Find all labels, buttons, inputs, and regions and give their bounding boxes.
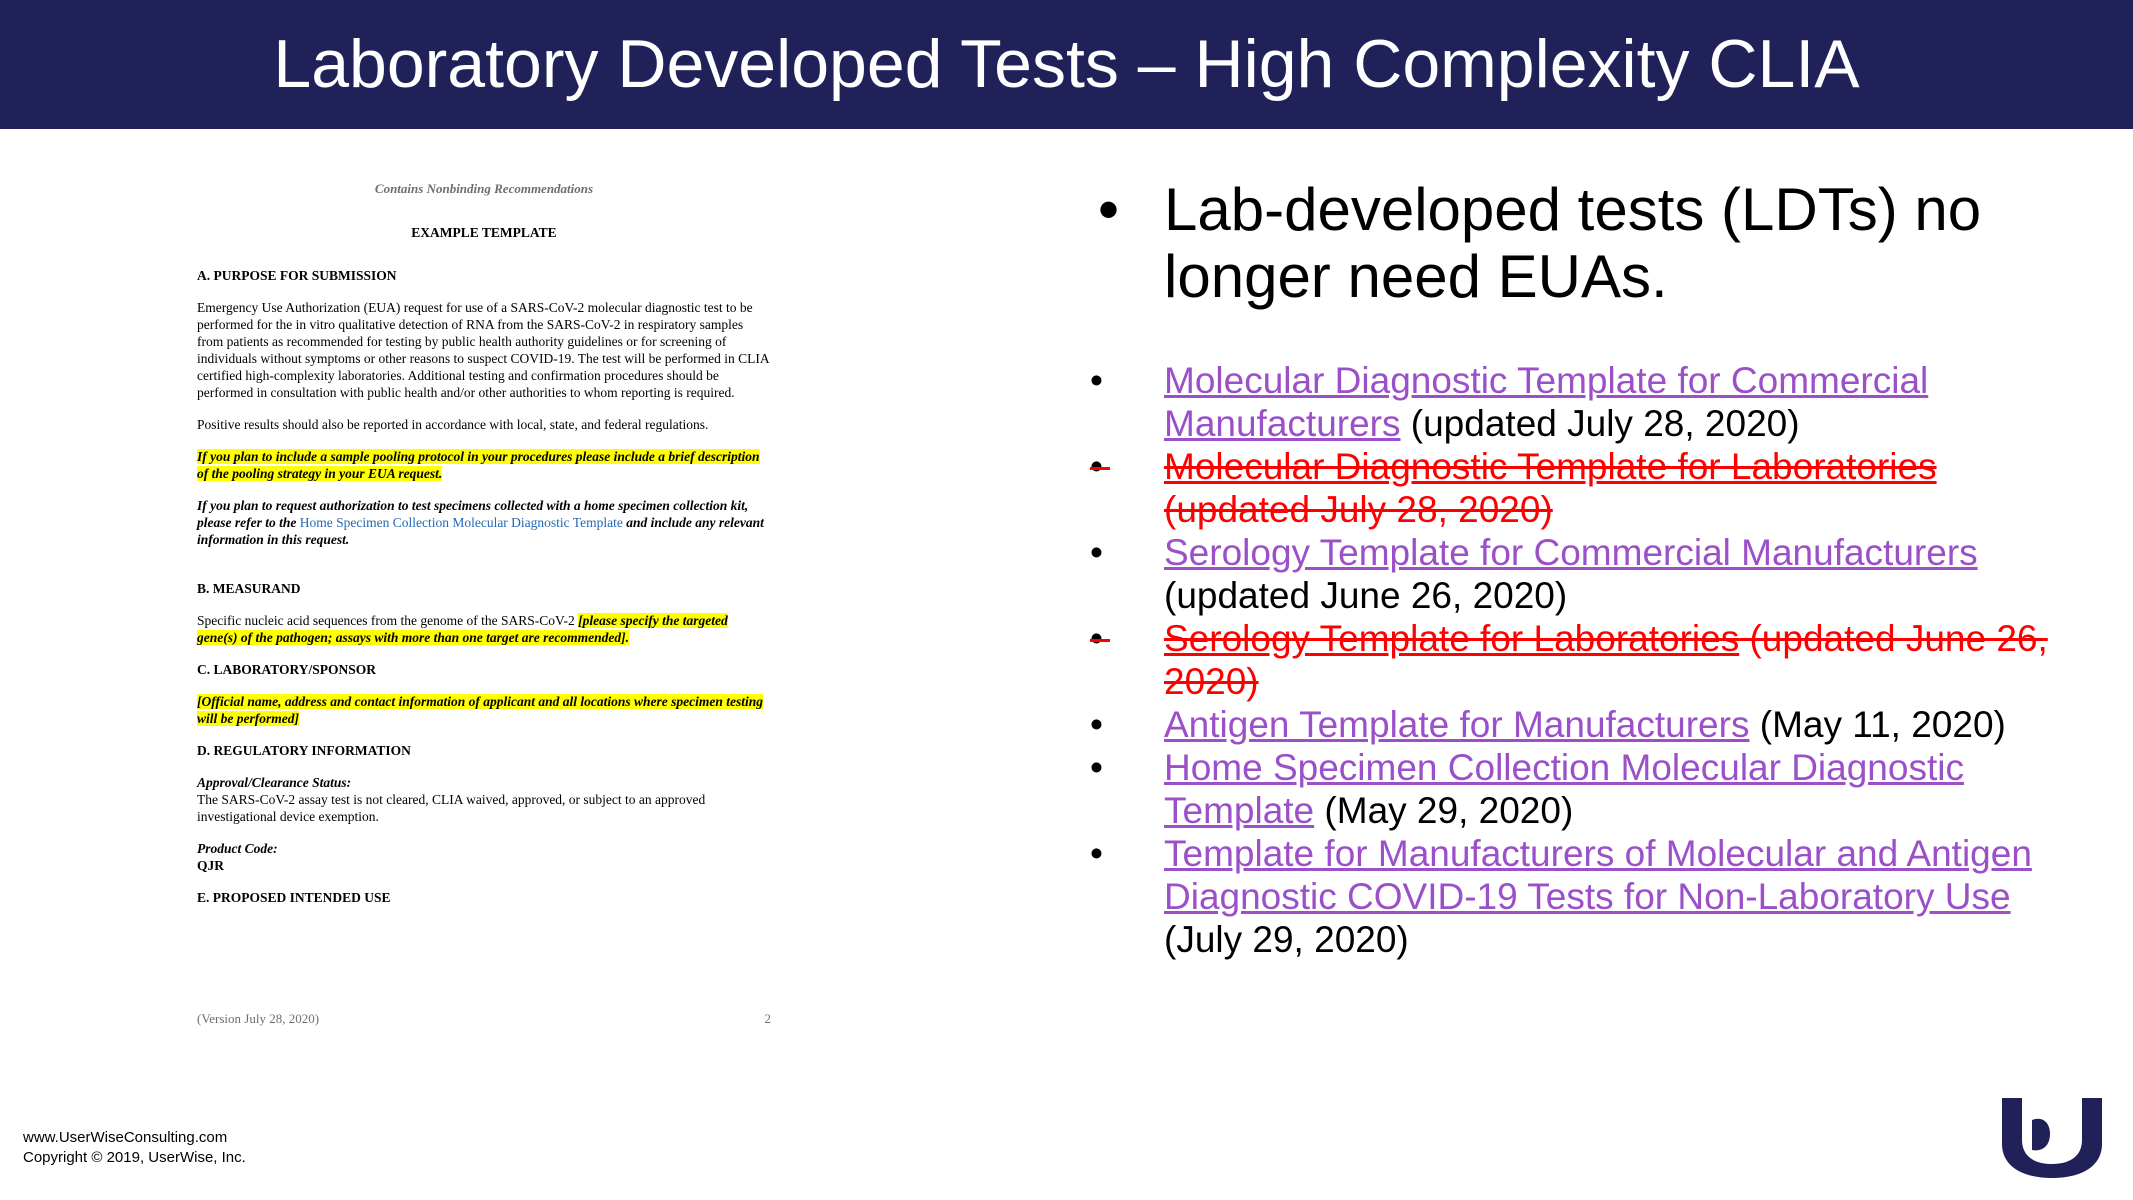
doc-section-a-body: Emergency Use Authorization (EUA) request for use of a SARS-CoV-2 molecular diagnostic test to be performed for the in vitro qualitative detection of RNA from the SARS-CoV-2 in respiratory samples from patients as recommended for testing by public health authority guidelines or for screening of individuals without symptoms or other reasons to suspect COVID-19. The test will be performed in CLIA certified high-complexity laboratories. Additional testing and confirmation procedures should be performed in consultation with public health and/or other authorities to whom reporting is required. — [197, 300, 769, 400]
slide-title: Laboratory Developed Tests – High Complexity CLIA — [273, 26, 1860, 102]
strike-line — [1090, 467, 1110, 470]
template-date: (July 29, 2020) — [1164, 919, 1409, 960]
doc-header-note: Contains Nonbinding Recommendations — [374, 181, 594, 196]
list-item — [1090, 703, 2090, 746]
template-link[interactable]: Antigen Template for Manufacturers — [1164, 704, 1750, 745]
list-item-struck — [1090, 445, 2090, 531]
bullet-dot: • — [1090, 532, 1103, 573]
doc-section-d-heading: D. REGULATORY INFORMATION — [197, 743, 411, 758]
doc-measurand-highlight: [please specify the targeted gene(s) of the pathogen; assays with more than one target are recommended]. — [197, 613, 728, 645]
userwise-logo-icon — [1998, 1098, 2106, 1178]
doc-section-a-home — [197, 497, 771, 548]
doc-home-link[interactable]: Home Specimen Collection Molecular Diagnostic Template — [299, 515, 623, 530]
bullet-dot: • — [1090, 704, 1103, 745]
list-item — [1090, 359, 2090, 445]
struck-template-date: (updated June 26, 2020) — [1164, 618, 2048, 702]
doc-sponsor-highlight: [Official name, address and contact information of applicant and all locations where specimen testing will be performed] — [197, 694, 764, 726]
template-link[interactable]: Serology Template for Commercial Manufacturers — [1164, 532, 1978, 573]
template-date: (updated June 26, 2020) — [1164, 575, 1568, 616]
doc-measurand-text: Specific nucleic acid sequences from the genome of the SARS-CoV-2 — [197, 613, 579, 628]
strike-line — [1090, 639, 1110, 642]
doc-section-c-body — [197, 693, 771, 727]
main-bullet-text: Lab-developed tests (LDTs) no longer need EUAs. — [1164, 176, 1982, 310]
doc-pooling-highlight: If you plan to include a sample pooling protocol in your procedures please include a brief description of the pooling strategy in your EUA request. — [197, 449, 760, 481]
doc-status-body: The SARS-CoV-2 assay test is not cleared, CLIA waived, approved, or subject to an approved investigational device exemption. — [197, 792, 706, 824]
document-excerpt — [197, 180, 771, 921]
template-link[interactable]: Molecular Diagnostic Template for Commercial Manufacturers — [1164, 360, 1929, 444]
doc-footer-version: (Version July 28, 2020) — [197, 1011, 320, 1026]
doc-section-b-body — [197, 612, 771, 646]
template-link[interactable]: Template for Manufacturers of Molecular and Antigen Diagnostic COVID-19 Tests for Non-Laboratory Use — [1164, 833, 2032, 917]
struck-template-date: (updated July 28, 2020) — [1164, 489, 1553, 530]
copyright-text: Copyright © 2019, UserWise, Inc. — [23, 1149, 246, 1166]
list-item — [1090, 531, 2090, 617]
doc-section-a-heading: A. PURPOSE FOR SUBMISSION — [197, 268, 397, 283]
bullet-dot: • — [1090, 360, 1103, 401]
doc-home-after: and include any relevant information in this request. — [197, 515, 764, 547]
doc-section-a-positive: Positive results should also be reported in accordance with local, state, and federal regulations. — [197, 417, 709, 432]
doc-code-label: Product Code: — [197, 841, 278, 856]
struck-template-link[interactable]: Molecular Diagnostic Template for Laboratories — [1164, 446, 1937, 487]
doc-section-c-heading: C. LABORATORY/SPONSOR — [197, 662, 377, 677]
doc-section-d-status — [197, 774, 771, 825]
template-date: (May 29, 2020) — [1314, 790, 1574, 831]
doc-section-b-heading: B. MEASURAND — [197, 581, 301, 596]
doc-section-e-heading: E. PROPOSED INTENDED USE — [197, 890, 391, 905]
doc-status-label: Approval/Clearance Status: — [197, 775, 352, 790]
list-item — [1090, 746, 2090, 832]
slide-footer — [23, 1128, 246, 1168]
website-link[interactable]: www.UserWiseConsulting.com — [23, 1129, 228, 1146]
template-list — [1090, 359, 2090, 961]
doc-footer — [197, 1011, 771, 1027]
doc-footer-page: 2 — [764, 1011, 771, 1026]
doc-section-d-code — [197, 840, 771, 874]
doc-template-title: EXAMPLE TEMPLATE — [411, 225, 557, 240]
list-item — [1090, 832, 2090, 961]
title-bar — [0, 0, 2133, 129]
doc-home-before: If you plan to request authorization to test specimens collected with a home specimen collection kit, please refer to the — [197, 498, 749, 530]
bullet-dot: • — [1098, 176, 1120, 243]
struck-template-link[interactable]: Serology Template for Laboratories — [1164, 618, 1740, 659]
list-item-struck — [1090, 617, 2090, 703]
bullet-dot: • — [1090, 833, 1103, 874]
doc-section-a-pooling — [197, 448, 771, 482]
doc-code-value: QJR — [197, 858, 224, 873]
bullet-dot: • — [1090, 747, 1103, 788]
template-date: (updated July 28, 2020) — [1400, 403, 1800, 444]
template-link[interactable]: Home Specimen Collection Molecular Diagnostic Template — [1164, 747, 1964, 831]
template-date: (May 11, 2020) — [1749, 704, 2006, 745]
